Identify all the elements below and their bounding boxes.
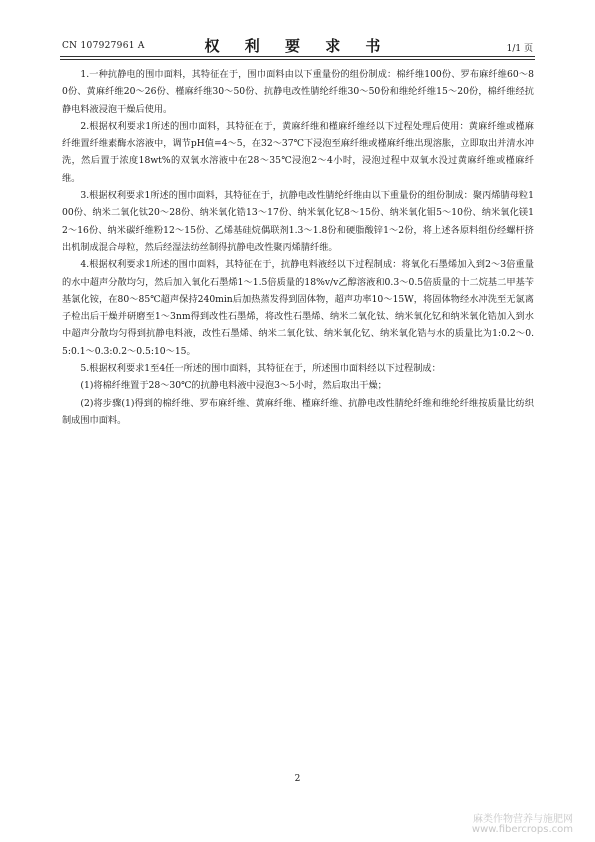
watermark-title: 麻类作物营养与施肥网 [473,814,573,825]
document-title: 权 利 要 求 书 [204,37,391,55]
page-indicator: 1/1 页 [506,44,533,54]
claim-5: 5.根据权利要求1至4任一所述的围巾面料，其特征在于，所述围巾面料经以下过程制成： [80,363,441,375]
claims-body [62,66,534,429]
claim-1: 1.一种抗静电的围巾面料，其特征在于，围巾面料由以下重量份的组份制成：棉纤维100份、罗布麻纤维60～80份、黄麻纤维20～26份、槿麻纤维30～50份、抗静电改性腈纶纤维30～50份和维纶纤维15～20份，棉纤维经抗静电料液浸泡干燥后使用。 [62,69,534,115]
claim-5-step-2: (2)将步骤(1)得到的棉纤维、罗布麻纤维、黄麻纤维、槿麻纤维、抗静电改性腈纶纤维和维纶纤维按质量比纺织制成围巾面料。 [62,397,534,426]
publication-number: CN 107927961 A [62,41,145,51]
header-rule-top [60,56,535,57]
watermark-url: www.fibercrops.com [471,824,573,835]
claim-5-step-1: (1)将棉纤维置于28～30℃的抗静电料液中浸泡3～5小时，然后取出干燥； [80,380,387,392]
claim-4: 4.根据权利要求1所述的围巾面料，其特征在于，抗静电料液经以下过程制成：将氧化石墨烯加入到2～3倍重量的水中超声分散均匀，然后加入氧化石墨烯1～1.5倍质量的18%v/v乙醇溶液和0.3～0.5倍质量的十二烷基二甲基苄基氯化铵，在80～85℃超声保持240min后加热蒸发得到固体物，超声功率10～15W，将固体物经水冲洗至无氯离子检出后干燥并研磨至1～3nm得到改性石墨烯，将改性石墨烯、纳米二氧化钛、纳米氧化钇和纳米氧化锆加入到水中超声分散均匀得到抗静电料液，改性石墨烯、纳米二氧化钛、纳米氧化钇、纳米氧化锆与水的质量比为1:0.2～0.5:0.1～0.3:0.2～0.5:10～15。 [62,259,534,357]
header-rule-bottom [60,59,535,60]
page-number: 2 [294,774,301,784]
claim-2: 2.根据权利要求1所述的围巾面料，其特征在于，黄麻纤维和槿麻纤维经以下过程处理后使用：黄麻纤维或槿麻纤维置纤维素酶水溶液中，调节pH值=4～5，在32～37℃下浸泡至麻纤维或槿麻纤维出现溶胀，立即取出并清水冲洗，然后置于浓度18wt%的双氧水溶液中在28～35℃浸泡2～4小时，浸泡过程中双氧水没过黄麻纤维或槿麻纤维。 [62,120,534,184]
claim-3: 3.根据权利要求1所述的围巾面料，其特征在于，抗静电改性腈纶纤维由以下重量份的组份制成：聚丙烯腈母粒100份、纳米二氧化钛20～28份、纳米氧化锆13～17份、纳米氧化钇8～15份、纳米氧化钼5～10份、纳米氧化镁12～16份、纳米碳纤维粉12～15份、乙烯基硅烷偶联剂1.3～1.8份和硬脂酸锌1～2份，将上述各原料组份经螺杆挤出机制成混合母粒，然后经湿法纺丝制得抗静电改性聚丙烯腈纤维。 [62,190,534,253]
